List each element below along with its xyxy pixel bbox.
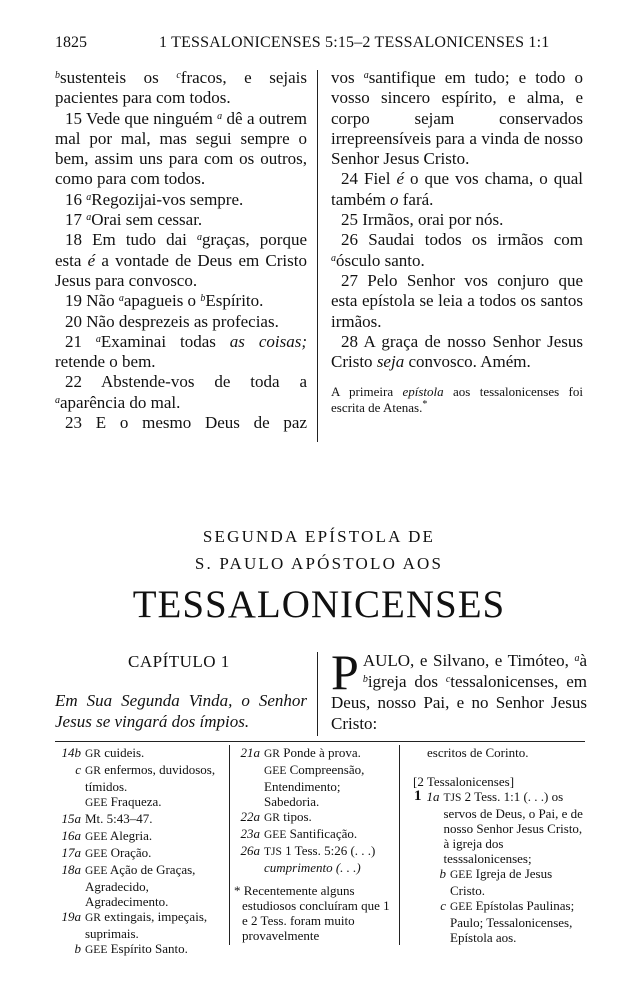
footnote-entry: 26a TJS 1 Tess. 5:26 (. . .) [240,843,376,858]
footnote-ref[interactable]: a [197,232,203,244]
footnote-key: 14b [61,745,81,760]
footnote-entry: 23a GEE Santificação. [240,826,358,841]
verse-23: 23 E o mesmo Deus de paz [65,413,307,433]
left-column [55,68,307,433]
book-title-main: TESSALONICENSES [132,583,506,626]
footnote-entry: 16a GEE Alegria. [61,828,153,843]
page-number: 1825 [55,34,87,51]
verse-25: 25 Irmãos, orai por nós. [341,210,504,230]
footnote-entry: c GR enfermos, duvidosos, tímidos. [55,762,225,794]
footnote-entry: 21a GR Ponde à prova. [240,745,361,760]
verse-19: 19 Não $^a$apagueis o $^b$Espírito. [65,291,264,311]
footnote-ref[interactable]: b [362,674,368,685]
footnote-entry: b GEE Igreja de Jesus Cristo. [439,866,553,898]
chapter-summary: Em Sua Segunda Vinda, o Senhor Jesus se vingará dos ímpios. [55,691,307,731]
footnote-entry: 15a Mt. 5:43–47. [61,811,153,826]
footnote-ref[interactable]: a [118,293,124,305]
verse-18: 18 Em tudo dai $^a$graças, porque esta é a vontade de Deus em Cristo Jesus para convosco. [55,230,307,290]
footnote-star-note: * Recentemente alguns estudiosos concluíram que 1 e 2 Tess. foram muito provavelmente [234,883,390,943]
footnote-ref[interactable]: a [363,70,369,81]
footnote-entry: 14b GR cuideis. [55,745,225,762]
right-column [331,68,583,416]
footnote-ref[interactable]: a [55,394,60,406]
column-divider [317,70,318,442]
footnote-key: c [75,762,81,777]
verse-16: 16 $^a$Regozijai-vos sempre. [65,189,244,209]
footnote-entry: cumprimento (. . .) [264,860,361,875]
footnote-entry: 22a GR tipos. [240,809,312,824]
footnote-divider [399,745,400,945]
footnote-column-3 [405,745,587,945]
footnote-ref[interactable]: a [331,252,336,264]
footnote-ref[interactable]: a [86,191,92,203]
chapter-heading: CAPÍTULO 1 [128,652,230,671]
verse-20: 20 Não desprezeis as profecias. [65,311,279,331]
colophon-note: A primeira epístola aos tessalonicenses foi escrita de Atenas.* [331,384,583,416]
footnote-book-heading: [2 Tessalonicenses] [413,774,515,789]
footnote-column-2 [234,745,394,943]
verse-14-cont: $^b$sustenteis os $^c$fracos, e sejais pacientes para com todos. [55,68,307,108]
footnote-entry: GEE Fraqueza. [85,794,162,809]
footnote-ref[interactable]: c [445,674,451,685]
footnote-ref[interactable]: b [55,70,60,81]
footnote-ref[interactable]: a [95,333,101,345]
footnote-ref[interactable]: b [200,293,206,305]
footnote-column-1 [55,745,225,958]
footnote-entry: 1 1a TJS 2 Tess. 1:1 (. . .) os servos de Deus, o Pai, e de nosso Senhor Jesus Cristo, à igreja dos tesssalonicenses; [405,789,587,866]
verse-17: 17 $^a$Orai sem cessar. [65,210,203,230]
footnote-star-note-cont: escritos de Corinto. [427,745,529,760]
footnote-chapter-number: 1 [414,788,422,804]
drop-cap: P [331,644,359,700]
footnote-entry: b GEE Espírito Santo. [74,941,188,956]
footnote-ref[interactable]: a [217,110,223,122]
footnote-entry: 18a GEE Ação de Graças, Agradecido, Agradecimento. [61,862,196,909]
verse-23-cont: vos $^a$santifique em tudo; e todo o vosso sincero espírito, e alma, e corpo sejam conservados irrepreensíveis para a vinda de nosso Senhor Jesus Cristo. [331,68,583,169]
footnote-ref[interactable]: a [86,212,92,224]
verse-24: 24 Fiel é o que vos chama, o qual também o fará. [331,169,583,209]
verse-26: 26 Saudai todos os irmãos com $^a$ósculo santo. [331,230,583,270]
verse-15: 15 Vede que ninguém $^a$ dê a outrem mal por mal, mas segui sempre o bem, assim uns para com os outros, como para com todos. [55,108,308,189]
footnote-entry: GEE Compreensão, Entendimento; Sabedoria. [264,762,365,809]
footnote-entry: 17a GEE Oração. [61,845,152,860]
footnote-rule [55,741,585,742]
book-title-line-1: SEGUNDA EPÍSTOLA DE [202,527,436,546]
footnote-ref[interactable]: c [176,70,181,81]
book-title-line-2: S. PAULO APÓSTOLO AOS [194,554,444,573]
footnote-divider [229,745,230,945]
verse-21: 21 $^a$Examinai todas as coisas; retende o bem. [55,331,307,372]
verse-22: 22 Abstende-vos de toda a $^a$aparência do mal. [55,372,307,412]
footnote-entry: c GEE Epístolas Paulinas; Paulo; Tessalonicenses, Epístola aos. [440,898,575,945]
footnote-entry: 19a GR extingais, impeçais, suprimais. [61,909,208,941]
footnote-ref[interactable]: a [574,653,580,664]
running-title: 1 TESSALONICENSES 5:15–2 TESSALONICENSES 1:1 [159,34,550,51]
footnote-ref[interactable]: * [422,399,428,411]
column-divider [317,652,318,736]
chapter-opening-verse: PAULO, e Silvano, e Timóteo, $^a$à $^b$igreja dos $^c$tessalonicenses, em Deus, nosso Pai, e no Senhor Jesus Cristo: [331,644,587,733]
verse-27: 27 Pelo Senhor vos conjuro que esta epístola se leia a todos os santos irmãos. [331,270,583,331]
verse-28: 28 A graça de nosso Senhor Jesus Cristo seja convosco. Amém. [331,331,583,372]
